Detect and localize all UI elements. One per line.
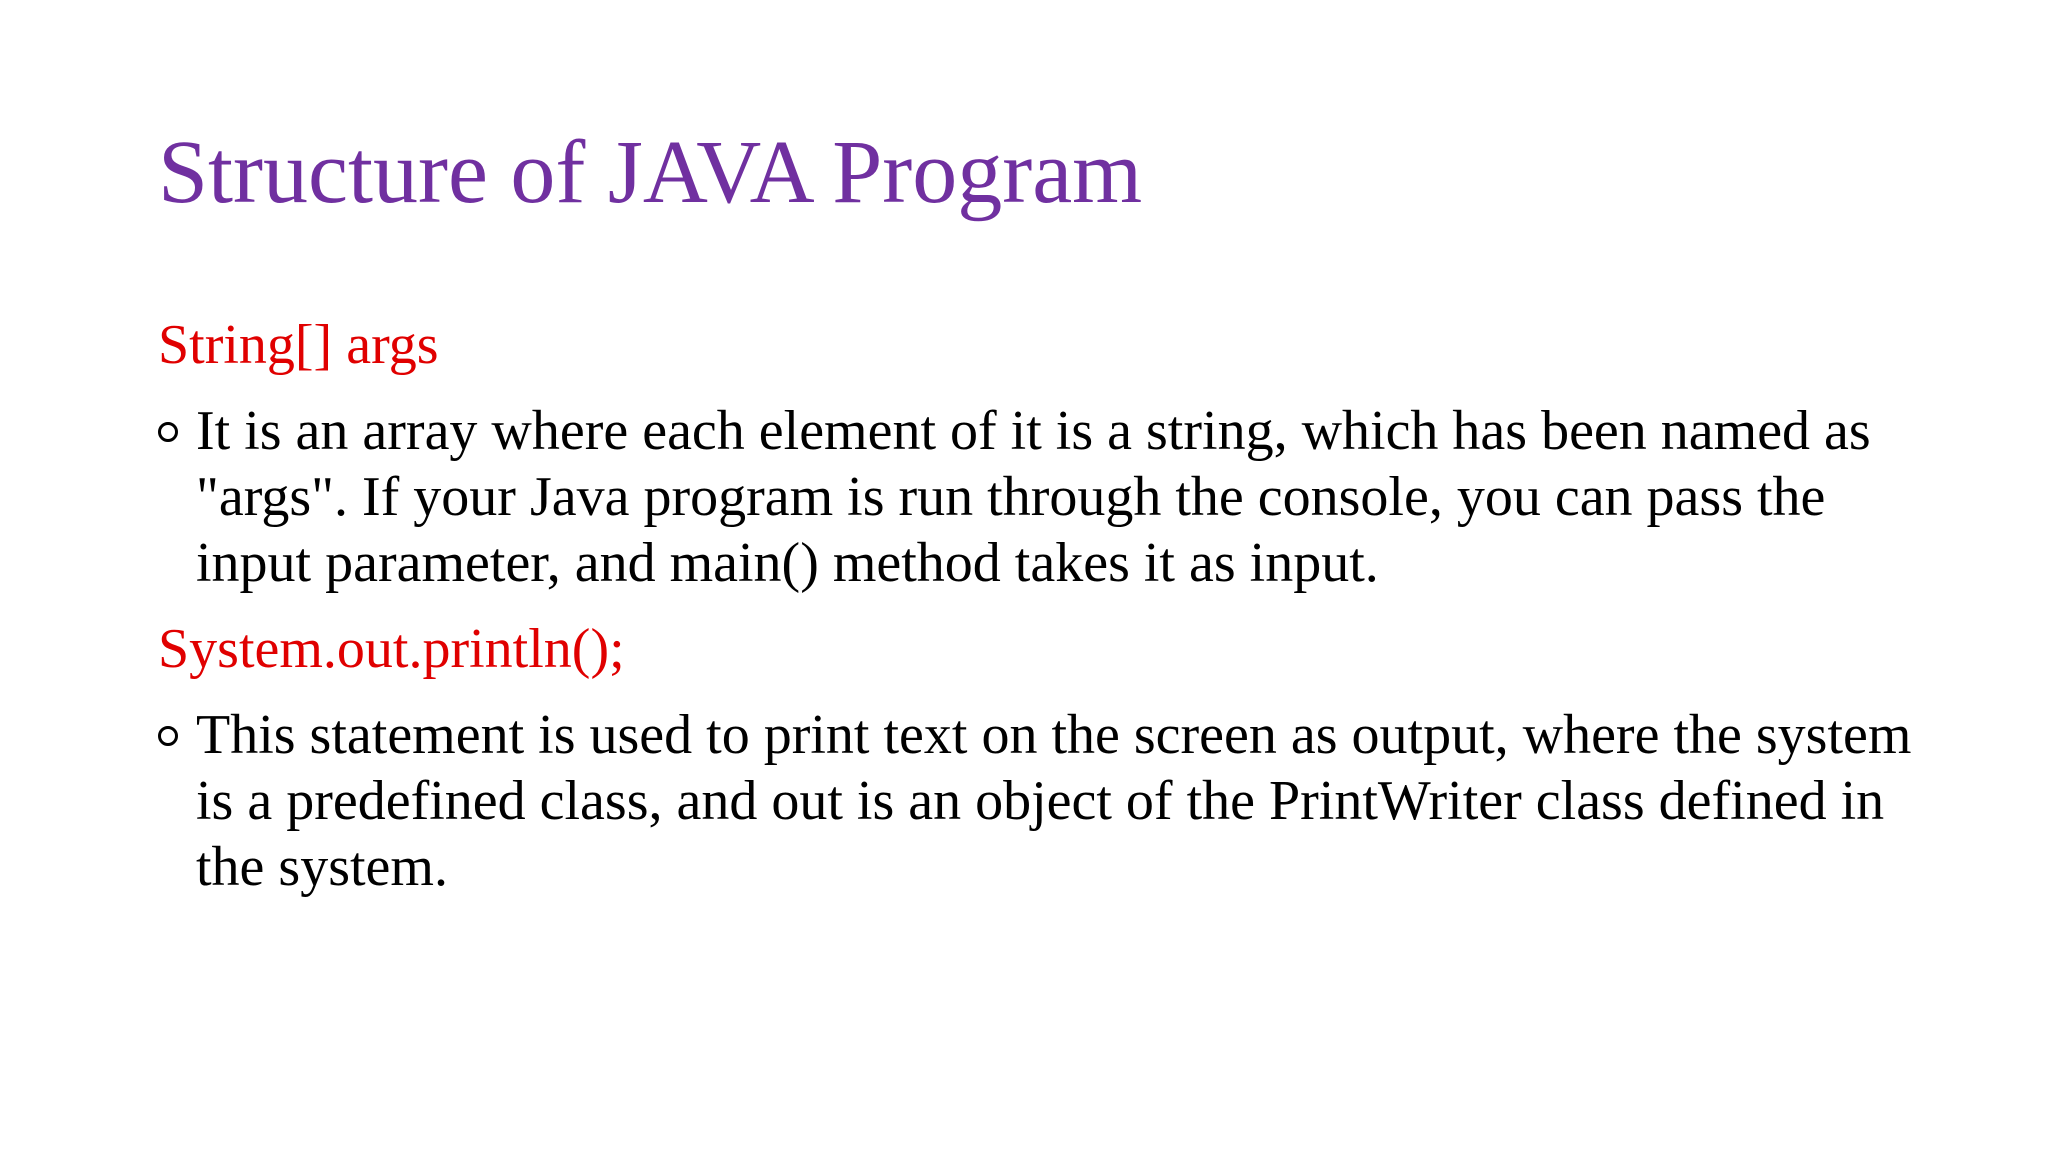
hollow-circle-icon [158,422,178,442]
section-string-args [158,312,1918,596]
bullet-text: This statement is used to print text on the screen as output, where the system is a predefined class, and out is an object of the PrintWriter class defined in the system. [196,704,1912,898]
section-heading: String[] args [158,314,439,376]
slide-title: Structure of JAVA Program [158,123,1143,222]
bullet-item [158,398,1918,596]
section-heading: System.out.println(); [158,618,625,680]
bullet-text: It is an array where each element of it is a string, which has been named as "args". If your Java program is run through the console, you can pass the input parameter, and main() method takes it as input. [196,400,1871,594]
bullet-item [158,702,1918,900]
hollow-circle-icon [158,726,178,746]
slide-body [158,312,1918,920]
section-system-out-println [158,616,1918,900]
